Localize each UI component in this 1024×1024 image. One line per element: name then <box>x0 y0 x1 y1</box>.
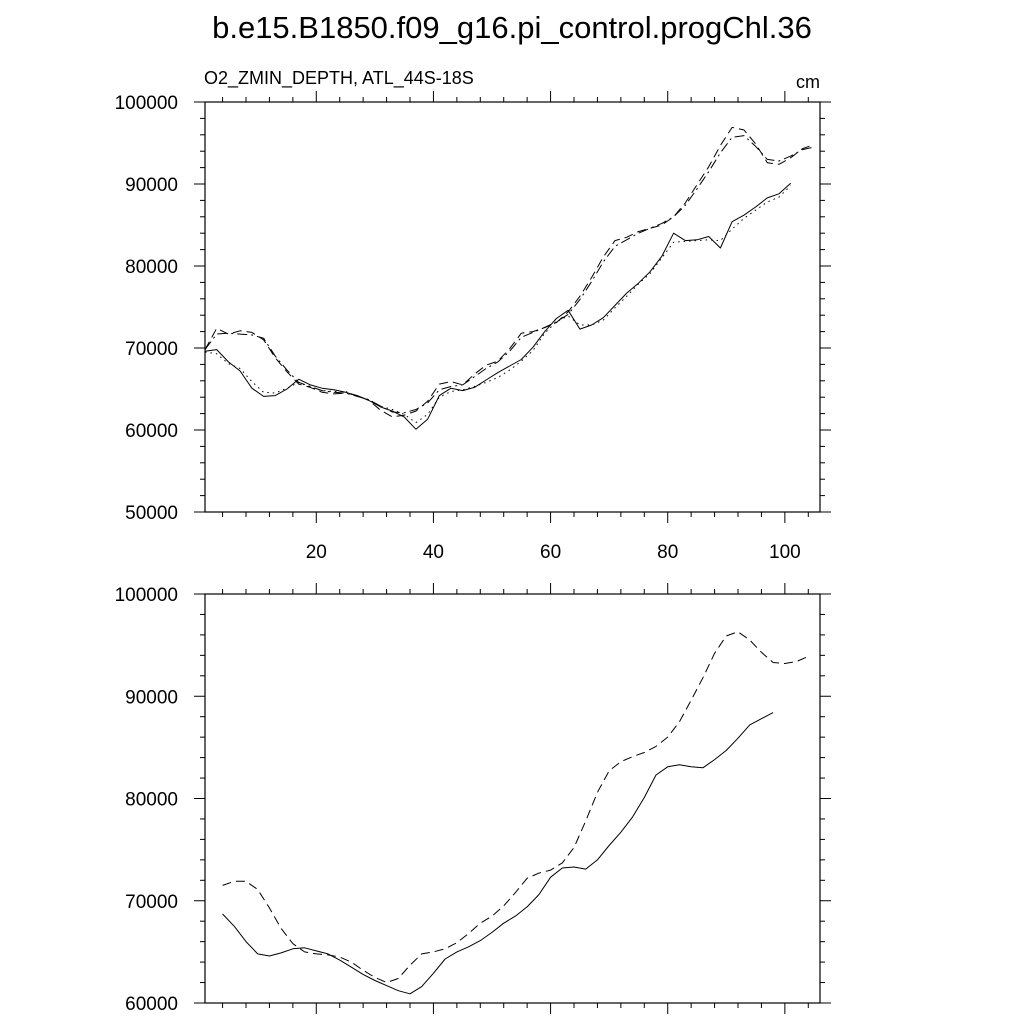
x-tick-label: 100 <box>769 542 801 563</box>
x-tick-label: 40 <box>422 542 444 563</box>
top-panel-units: cm <box>796 72 820 92</box>
y-tick-label: 60000 <box>125 994 178 1015</box>
y-tick-label: 60000 <box>125 421 178 442</box>
top-panel <box>115 68 831 563</box>
x-tick-label: 20 <box>305 542 327 563</box>
bottom-panel <box>115 583 831 1015</box>
y-tick-label: 50000 <box>125 503 178 524</box>
y-tick-label: 70000 <box>125 891 178 913</box>
y-tick-label: 90000 <box>125 175 178 196</box>
series-line-dashed <box>205 127 814 417</box>
y-tick-label: 70000 <box>125 339 178 360</box>
plot-frame <box>205 594 820 1003</box>
series-line-dashdot <box>205 136 814 413</box>
y-tick-label: 90000 <box>125 687 178 709</box>
top-panel-title: O2_ZMIN_DEPTH, ATL_44S-18S <box>204 68 474 88</box>
y-tick-label: 80000 <box>125 257 178 278</box>
series-line-solid <box>205 183 791 429</box>
plot-frame <box>205 102 820 512</box>
y-tick-label: 100000 <box>114 585 178 606</box>
x-tick-label: 80 <box>657 542 679 563</box>
y-tick-label: 80000 <box>125 789 178 811</box>
x-tick-label: 60 <box>540 542 562 563</box>
series-line-dotted <box>205 186 791 423</box>
figure-title: b.e15.B1850.f09_g16.pi_control.progChl.36 <box>212 10 812 45</box>
y-tick-label: 100000 <box>114 93 178 114</box>
series-line-dashed <box>223 632 809 983</box>
